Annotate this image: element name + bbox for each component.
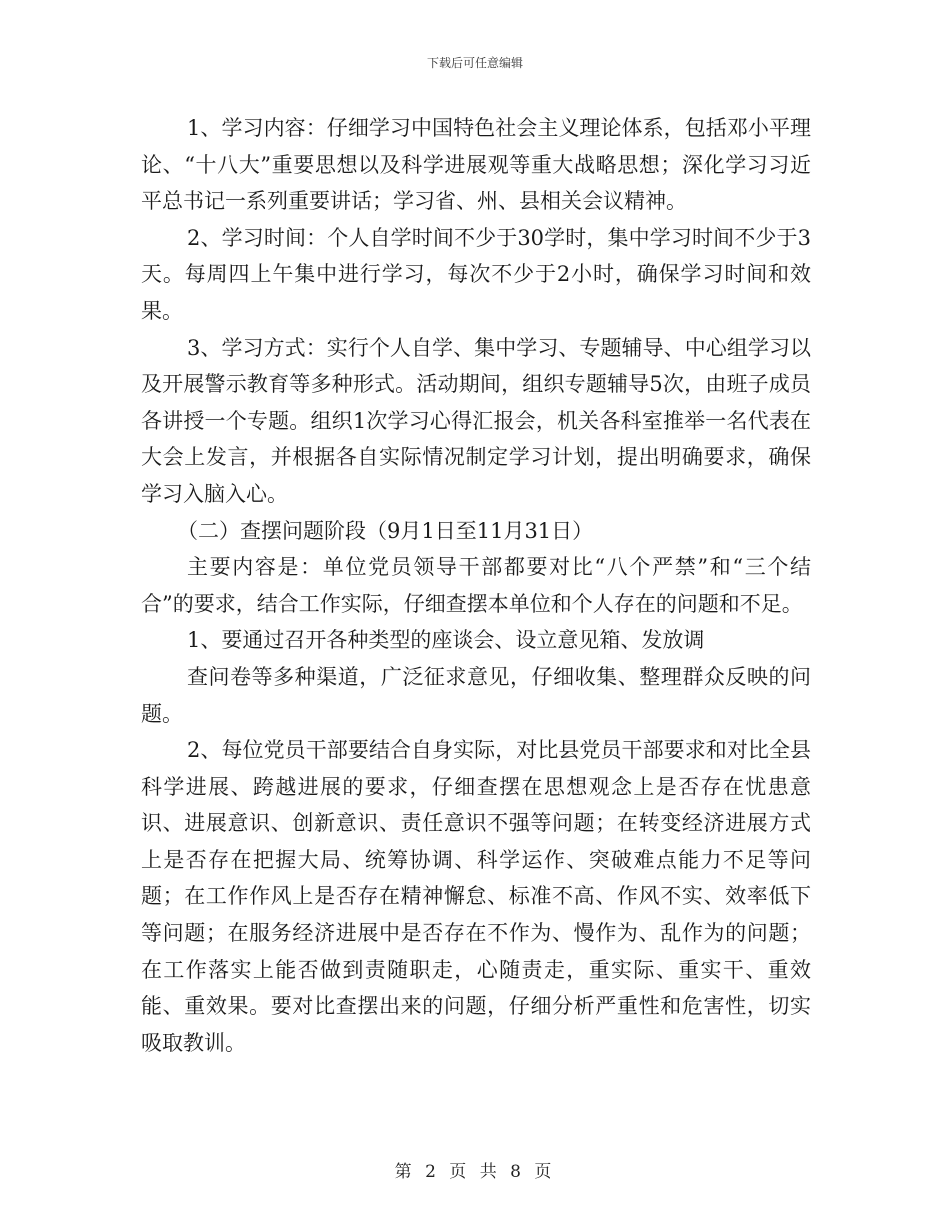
section-heading-problem-finding: （二）查摆问题阶段（9月1日至11月31日） xyxy=(177,518,594,543)
paragraph-study-content: 1、学习内容：仔细学习中国特色社会主义理论体系，包括邓小平理论、“十八大”重要思想以及科学进展观等重大战略思想；深化学习习近平总书记一系列重要讲话；学习省、州、县相关会议精神。 xyxy=(141,116,811,214)
document-body xyxy=(141,110,811,1061)
paragraph-main-content: 主要内容是：单位党员领导干部都要对比“八个严禁”和“三个结合”的要求，结合工作实际，仔细查摆本单位和个人存在的问题和不足。 xyxy=(141,555,811,616)
paragraph-item-1-continued: 查问卷等多种渠道，广泛征求意见，仔细收集、整理群众反映的问题。 xyxy=(141,664,811,726)
page-header-note: 下载后可任意编辑 xyxy=(426,56,523,70)
paragraph-item-1-start: 1、要通过召开各种类型的座谈会、设立意见箱、发放调 xyxy=(187,628,705,653)
paragraph-study-time: 2、学习时间：个人自学时间不少于30学时，集中学习时间不少于3天。每周四上午集中进行学习，每次不少于2小时，确保学习时间和效果。 xyxy=(141,225,811,323)
page-number-footer: 第 2 页 共 8 页 xyxy=(394,1162,556,1182)
paragraph-item-2: 2、每位党员干部要结合自身实际，对比县党员干部要求和对比全县科学进展、跨越进展的要求，仔细查摆在思想观念上是否存在忧患意识、进展意识、创新意识、责任意识不强等问题；在转变经济进展方式上是否存在把握大局、统筹协调、科学运作、突破难点能力不足等问题；在工作作风上是否存在精神懈怠、标准不高、作风不实、效率低下等问题；在服务经济进展中是否存在不作为、慢作为、乱作为的问题；在工作落实上能否做到责随职走，心随责走，重实际、重实干、重效能、重效果。要对比查摆出来的问题，仔细分析严重性和危害性，切实吸取教训。 xyxy=(141,738,811,1055)
paragraph-study-method: 3、学习方式：实行个人自学、集中学习、专题辅导、中心组学习以及开展警示教育等多种形式。活动期间，组织专题辅导5次，由班子成员各讲授一个专题。组织1次学习心得汇报会，机关各科室推举一名代表在大会上发言，并根据各自实际情况制定学习计划，提出明确要求，确保学习入脑入心。 xyxy=(141,335,811,506)
